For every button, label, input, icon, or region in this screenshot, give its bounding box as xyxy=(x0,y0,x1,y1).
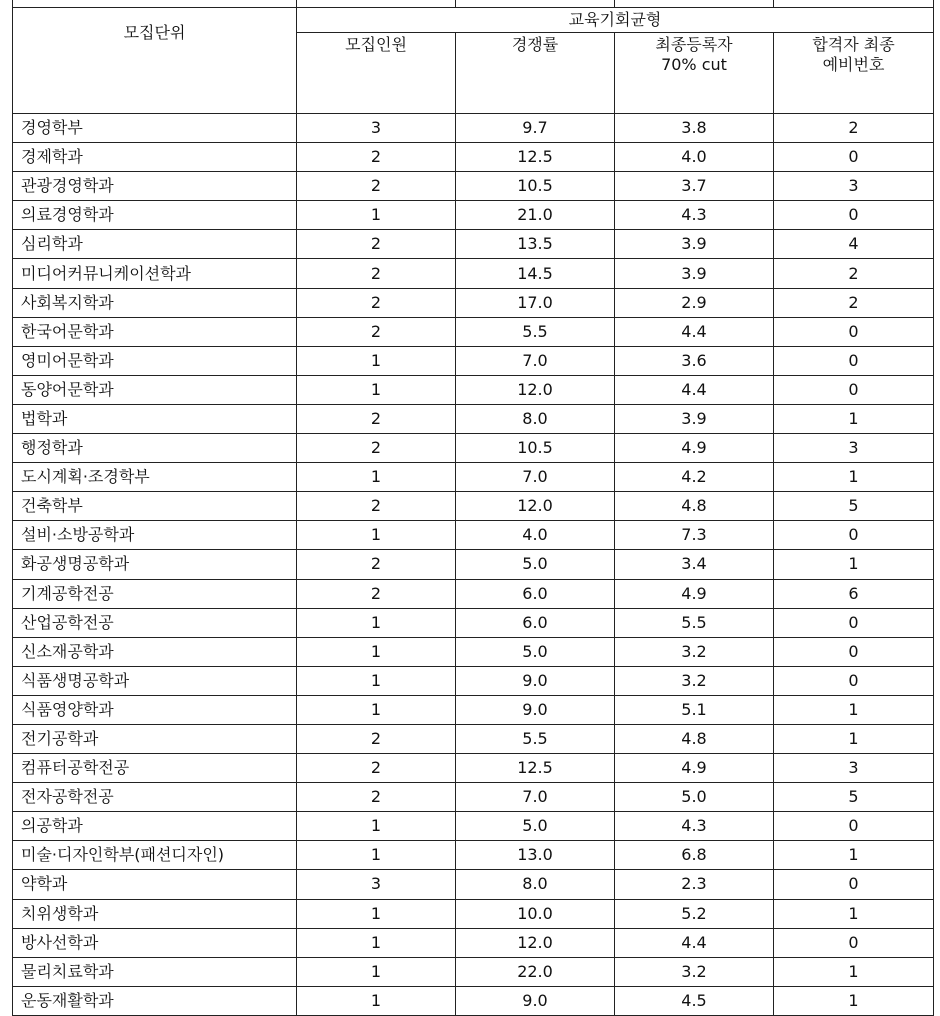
table-row xyxy=(13,783,934,812)
waitlist-cell: 1 xyxy=(774,404,934,433)
waitlist-cell: 0 xyxy=(774,812,934,841)
waitlist-cell: 5 xyxy=(774,783,934,812)
cut-cell: 3.4 xyxy=(615,550,774,579)
ratio-cell: 4.0 xyxy=(456,521,615,550)
table-row xyxy=(13,754,934,783)
ratio-cell: 21.0 xyxy=(456,201,615,230)
header-line: 최종등록자 xyxy=(655,35,733,54)
unit-name-cell: 미디어커뮤니케이션학과 xyxy=(13,259,297,288)
cut-cell: 4.4 xyxy=(615,928,774,957)
cut-cell: 7.3 xyxy=(615,521,774,550)
waitlist-cell: 0 xyxy=(774,346,934,375)
quota-cell: 1 xyxy=(297,608,456,637)
table-row xyxy=(13,463,934,492)
cut-cell: 3.9 xyxy=(615,259,774,288)
quota-cell: 3 xyxy=(297,114,456,143)
quota-cell: 2 xyxy=(297,288,456,317)
quota-column-header xyxy=(297,33,456,114)
quota-cell: 2 xyxy=(297,434,456,463)
ratio-cell: 9.7 xyxy=(456,114,615,143)
table-row xyxy=(13,986,934,1015)
cut-cell: 3.6 xyxy=(615,346,774,375)
waitlist-cell: 3 xyxy=(774,434,934,463)
waitlist-cell: 4 xyxy=(774,230,934,259)
group-column-header: 교육기회균형 xyxy=(297,8,934,33)
ratio-cell: 22.0 xyxy=(456,957,615,986)
quota-cell: 3 xyxy=(297,870,456,899)
ratio-cell: 12.0 xyxy=(456,375,615,404)
unit-name-cell: 건축학부 xyxy=(13,492,297,521)
quota-cell: 1 xyxy=(297,695,456,724)
cut-cell: 3.2 xyxy=(615,666,774,695)
unit-name-cell: 법학과 xyxy=(13,404,297,433)
ratio-cell: 6.0 xyxy=(456,579,615,608)
ratio-cell: 5.0 xyxy=(456,550,615,579)
ratio-cell: 7.0 xyxy=(456,783,615,812)
ratio-cell: 5.5 xyxy=(456,317,615,346)
header-top-row xyxy=(13,0,934,8)
header-line: 70% cut xyxy=(661,55,727,74)
ratio-cell: 13.5 xyxy=(456,230,615,259)
waitlist-cell: 1 xyxy=(774,724,934,753)
cut-cell: 4.3 xyxy=(615,201,774,230)
quota-cell: 2 xyxy=(297,230,456,259)
cut-cell: 5.5 xyxy=(615,608,774,637)
waitlist-cell: 0 xyxy=(774,608,934,637)
cut-cell: 4.8 xyxy=(615,724,774,753)
cut-cell: 4.5 xyxy=(615,986,774,1015)
waitlist-cell: 0 xyxy=(774,637,934,666)
header-top-cell xyxy=(456,0,615,8)
unit-name-cell: 운동재활학과 xyxy=(13,986,297,1015)
ratio-cell: 9.0 xyxy=(456,666,615,695)
table-row xyxy=(13,899,934,928)
table-row xyxy=(13,579,934,608)
ratio-cell: 7.0 xyxy=(456,346,615,375)
unit-name-cell: 전기공학과 xyxy=(13,724,297,753)
waitlist-column-header xyxy=(774,33,934,114)
quota-cell: 2 xyxy=(297,143,456,172)
header-top-cell xyxy=(615,0,774,8)
table-row xyxy=(13,870,934,899)
ratio-cell: 12.0 xyxy=(456,492,615,521)
unit-name-cell: 방사선학과 xyxy=(13,928,297,957)
table-row xyxy=(13,288,934,317)
header-line: 예비번호 xyxy=(822,55,885,74)
table-row xyxy=(13,550,934,579)
waitlist-cell: 2 xyxy=(774,259,934,288)
ratio-column-header xyxy=(456,33,615,114)
table-row xyxy=(13,434,934,463)
waitlist-cell: 3 xyxy=(774,172,934,201)
unit-name-cell: 산업공학전공 xyxy=(13,608,297,637)
table-row xyxy=(13,404,934,433)
waitlist-cell: 1 xyxy=(774,986,934,1015)
quota-cell: 1 xyxy=(297,957,456,986)
waitlist-cell: 0 xyxy=(774,870,934,899)
waitlist-cell: 3 xyxy=(774,754,934,783)
waitlist-cell: 6 xyxy=(774,579,934,608)
unit-name-cell: 사회복지학과 xyxy=(13,288,297,317)
admission-results-table xyxy=(12,0,934,1016)
cut-cell: 4.9 xyxy=(615,754,774,783)
cut-cell: 5.2 xyxy=(615,899,774,928)
cut-cell: 3.8 xyxy=(615,114,774,143)
table-body xyxy=(13,114,934,1016)
unit-name-cell: 의료경영학과 xyxy=(13,201,297,230)
quota-cell: 2 xyxy=(297,317,456,346)
cut-cell: 4.9 xyxy=(615,579,774,608)
quota-cell: 2 xyxy=(297,404,456,433)
header-line: 경쟁률 xyxy=(511,35,559,54)
table-row xyxy=(13,724,934,753)
table-row xyxy=(13,608,934,637)
unit-name-cell: 식품생명공학과 xyxy=(13,666,297,695)
cut-cell: 2.9 xyxy=(615,288,774,317)
cut-cell: 3.7 xyxy=(615,172,774,201)
quota-cell: 1 xyxy=(297,841,456,870)
quota-cell: 2 xyxy=(297,259,456,288)
cut-cell: 3.2 xyxy=(615,637,774,666)
unit-name-cell: 도시계획·조경학부 xyxy=(13,463,297,492)
table-row xyxy=(13,230,934,259)
unit-name-cell: 심리학과 xyxy=(13,230,297,259)
quota-cell: 1 xyxy=(297,637,456,666)
unit-name-cell: 전자공학전공 xyxy=(13,783,297,812)
ratio-cell: 5.0 xyxy=(456,637,615,666)
unit-name-cell: 행정학과 xyxy=(13,434,297,463)
cut-cell: 4.0 xyxy=(615,143,774,172)
waitlist-cell: 0 xyxy=(774,666,934,695)
cut-cell: 4.9 xyxy=(615,434,774,463)
cut-cell: 4.8 xyxy=(615,492,774,521)
table-row xyxy=(13,375,934,404)
ratio-cell: 7.0 xyxy=(456,463,615,492)
ratio-cell: 13.0 xyxy=(456,841,615,870)
waitlist-cell: 2 xyxy=(774,288,934,317)
quota-cell: 1 xyxy=(297,521,456,550)
cut-column-header xyxy=(615,33,774,114)
table-row xyxy=(13,637,934,666)
header-group-row xyxy=(13,8,934,33)
table-row xyxy=(13,841,934,870)
unit-name-cell: 의공학과 xyxy=(13,812,297,841)
waitlist-cell: 0 xyxy=(774,521,934,550)
unit-name-cell: 치위생학과 xyxy=(13,899,297,928)
cut-cell: 3.9 xyxy=(615,230,774,259)
ratio-cell: 8.0 xyxy=(456,870,615,899)
ratio-cell: 5.5 xyxy=(456,724,615,753)
header-top-cell xyxy=(297,0,456,8)
ratio-cell: 10.5 xyxy=(456,434,615,463)
ratio-cell: 8.0 xyxy=(456,404,615,433)
unit-name-cell: 약학과 xyxy=(13,870,297,899)
table-row xyxy=(13,521,934,550)
ratio-cell: 14.5 xyxy=(456,259,615,288)
cut-cell: 5.1 xyxy=(615,695,774,724)
unit-name-cell: 컴퓨터공학전공 xyxy=(13,754,297,783)
waitlist-cell: 1 xyxy=(774,550,934,579)
unit-name-cell: 한국어문학과 xyxy=(13,317,297,346)
quota-cell: 2 xyxy=(297,783,456,812)
ratio-cell: 6.0 xyxy=(456,608,615,637)
ratio-cell: 12.0 xyxy=(456,928,615,957)
unit-name-cell: 경영학부 xyxy=(13,114,297,143)
cut-cell: 4.2 xyxy=(615,463,774,492)
waitlist-cell: 0 xyxy=(774,928,934,957)
table-row xyxy=(13,143,934,172)
quota-cell: 2 xyxy=(297,724,456,753)
ratio-cell: 9.0 xyxy=(456,695,615,724)
ratio-cell: 10.0 xyxy=(456,899,615,928)
unit-name-cell: 물리치료학과 xyxy=(13,957,297,986)
cut-cell: 4.3 xyxy=(615,812,774,841)
cut-cell: 4.4 xyxy=(615,375,774,404)
table-row xyxy=(13,928,934,957)
waitlist-cell: 0 xyxy=(774,201,934,230)
quota-cell: 1 xyxy=(297,666,456,695)
table-row xyxy=(13,114,934,143)
quota-cell: 1 xyxy=(297,928,456,957)
cut-cell: 5.0 xyxy=(615,783,774,812)
table-row xyxy=(13,812,934,841)
header-top-cell xyxy=(774,0,934,8)
waitlist-cell: 2 xyxy=(774,114,934,143)
header-line: 모집인원 xyxy=(345,35,407,54)
table-row xyxy=(13,666,934,695)
cut-cell: 2.3 xyxy=(615,870,774,899)
unit-name-cell: 경제학과 xyxy=(13,143,297,172)
waitlist-cell: 1 xyxy=(774,463,934,492)
unit-name-cell: 기계공학전공 xyxy=(13,579,297,608)
cut-cell: 4.4 xyxy=(615,317,774,346)
table-row xyxy=(13,201,934,230)
quota-cell: 1 xyxy=(297,899,456,928)
table-row xyxy=(13,957,934,986)
header-line: 합격자 최종 xyxy=(812,35,895,54)
quota-cell: 1 xyxy=(297,375,456,404)
ratio-cell: 9.0 xyxy=(456,986,615,1015)
table-row xyxy=(13,172,934,201)
quota-cell: 2 xyxy=(297,172,456,201)
waitlist-cell: 1 xyxy=(774,957,934,986)
unit-column-header: 모집단위 xyxy=(13,8,297,114)
ratio-cell: 12.5 xyxy=(456,754,615,783)
waitlist-cell: 1 xyxy=(774,899,934,928)
quota-cell: 2 xyxy=(297,754,456,783)
ratio-cell: 12.5 xyxy=(456,143,615,172)
cut-cell: 3.9 xyxy=(615,404,774,433)
unit-name-cell: 동양어문학과 xyxy=(13,375,297,404)
waitlist-cell: 0 xyxy=(774,375,934,404)
table-row xyxy=(13,346,934,375)
unit-name-cell: 식품영양학과 xyxy=(13,695,297,724)
unit-name-cell: 미술·디자인학부(패션디자인) xyxy=(13,841,297,870)
unit-name-cell: 화공생명공학과 xyxy=(13,550,297,579)
header-top-cell xyxy=(13,0,297,8)
waitlist-cell: 0 xyxy=(774,317,934,346)
table-row xyxy=(13,259,934,288)
quota-cell: 2 xyxy=(297,550,456,579)
quota-cell: 1 xyxy=(297,201,456,230)
quota-cell: 2 xyxy=(297,492,456,521)
unit-name-cell: 영미어문학과 xyxy=(13,346,297,375)
table-row xyxy=(13,492,934,521)
unit-name-cell: 신소재공학과 xyxy=(13,637,297,666)
waitlist-cell: 1 xyxy=(774,841,934,870)
cut-cell: 3.2 xyxy=(615,957,774,986)
unit-name-cell: 설비·소방공학과 xyxy=(13,521,297,550)
quota-cell: 2 xyxy=(297,579,456,608)
ratio-cell: 5.0 xyxy=(456,812,615,841)
ratio-cell: 17.0 xyxy=(456,288,615,317)
quota-cell: 1 xyxy=(297,463,456,492)
waitlist-cell: 0 xyxy=(774,143,934,172)
unit-name-cell: 관광경영학과 xyxy=(13,172,297,201)
quota-cell: 1 xyxy=(297,346,456,375)
waitlist-cell: 5 xyxy=(774,492,934,521)
quota-cell: 1 xyxy=(297,986,456,1015)
waitlist-cell: 1 xyxy=(774,695,934,724)
cut-cell: 6.8 xyxy=(615,841,774,870)
quota-cell: 1 xyxy=(297,812,456,841)
table-row xyxy=(13,317,934,346)
ratio-cell: 10.5 xyxy=(456,172,615,201)
table-row xyxy=(13,695,934,724)
